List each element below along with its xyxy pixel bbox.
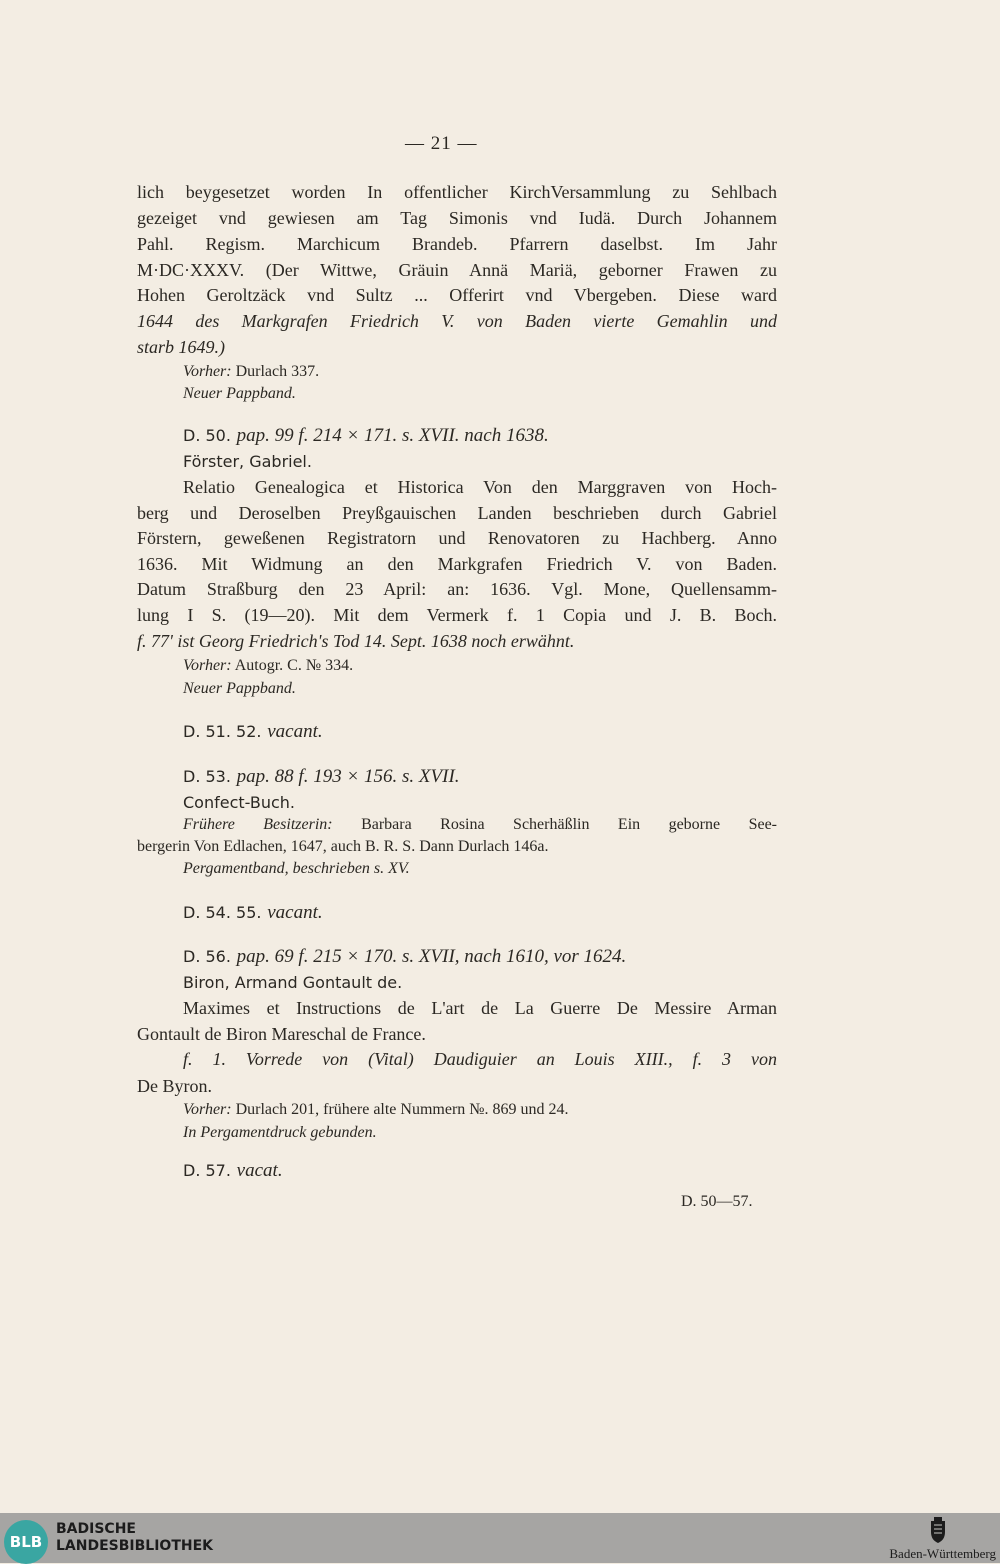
text-line: Gontault de Biron Mareschal de France. [137,1024,426,1044]
library-name-line1: BADISCHE [56,1521,136,1537]
text-line: Hohen Geroltzäck vnd Sultz ... Offerirt vnd Vbergeben. Diese ward [137,285,777,305]
entry-description: pap. 99 f. 214 × 171. s. XVII. nach 1638. [236,425,549,446]
provenance-value: Barbara Rosina Scherhäßlin Ein geborne See- [361,816,777,833]
entry-description: vacant. [267,902,323,923]
entry-author: Biron, Armand Gontault de. [183,973,403,992]
entry-number: D. 51. 52. [183,722,262,741]
entry-number: D. 57. [183,1161,231,1180]
provenance-label: Vorher: [183,657,232,674]
signature-range: D. 50—57. [681,1193,753,1210]
coat-of-arms-icon [928,1516,948,1544]
text-line: f. 77' ist Georg Friedrich's Tod 14. Sept. 1638 noch erwähnt. [137,631,575,651]
binding-note: Neuer Pappband. [183,385,296,402]
text-line: gezeiget vnd gewiesen am Tag Simonis vnd Iudä. Durch Johannem [137,208,777,228]
text-line: lung I S. (19—20). Mit dem Vermerk f. 1 Copia und J. B. Boch. [137,605,777,625]
text-line: Relatio Genealogica et Historica Von den Marggraven von Hoch- [183,477,777,497]
binding-note: In Pergamentdruck gebunden. [183,1124,377,1141]
text-line: starb 1649.) [137,337,226,357]
entry-description: pap. 69 f. 215 × 170. s. XVII, nach 1610, vor 1624. [236,946,627,967]
state-label: Baden-Württemberg [889,1546,996,1561]
binding-note: Neuer Pappband. [183,680,296,697]
entry-author: Förster, Gabriel. [183,452,312,471]
text-line: 1644 des Markgrafen Friedrich V. von Baden vierte Gemahlin und [137,311,777,331]
provenance-value: Durlach 201, frühere alte Nummern №. 869 und 24. [235,1101,569,1118]
provenance-line [183,815,777,835]
entry-description: vacant. [267,721,323,742]
provenance-value: Autogr. C. № 334. [234,657,354,674]
entry-number: D. 54. 55. [183,903,262,922]
page-number: — 21 — [405,133,478,154]
entry-author: Confect-Buch. [183,793,295,812]
entry-heading [183,721,323,743]
text-line: berg und Deroselben Preyßgauischen Landen beschrieben durch Gabriel [137,503,777,523]
text-line: Maximes et Instructions de L'art de La Guerre De Messire Arman [183,998,777,1018]
entry-description: vacat. [236,1160,283,1181]
provenance-line [183,362,777,382]
text-line: bergerin Von Edlachen, 1647, auch B. R. S. Dann Durlach 146a. [137,838,549,855]
provenance-line [183,656,777,676]
entry-heading [183,946,626,968]
provenance-label: Vorher: [183,363,232,380]
entry-heading [183,902,323,924]
binding-note: Pergamentband, beschrieben s. XV. [183,860,410,877]
text-line: lich beygesetzet worden In offentlicher KirchVersammlung zu Sehlbach [137,182,777,202]
library-footer [0,1513,1000,1563]
provenance-label: Vorher: [183,1101,232,1118]
entry-number: D. 56. [183,947,231,966]
entry-heading [183,425,549,447]
provenance-value: Durlach 337. [235,363,320,380]
text-line: De Byron. [137,1076,212,1096]
library-name-line2: LANDESBIBLIOTHEK [56,1538,214,1554]
provenance-label: Frühere Besitzerin: [183,816,333,833]
entry-description: pap. 88 f. 193 × 156. s. XVII. [236,766,460,787]
text-line: Pahl. Regism. Marchicum Brandeb. Pfarrern daselbst. Im Jahr [137,234,777,254]
provenance-line [183,1100,777,1120]
text-line: 1636. Mit Widmung an den Markgrafen Friedrich V. von Baden. [137,554,777,574]
text-line: Datum Straßburg den 23 April: an: 1636. Vgl. Mone, Quellensamm- [137,579,777,599]
text-line: M·DC·XXXV. (Der Wittwe, Gräuin Annä Mariä, geborner Frawen zu [137,260,777,280]
blb-logo[interactable]: BLB [4,1520,48,1564]
entry-number: D. 53. [183,767,231,786]
text-line: f. 1. Vorrede von (Vital) Daudiguier an Louis XIII., f. 3 von [183,1049,777,1069]
entry-heading [183,766,460,788]
entry-heading [183,1160,283,1182]
text-line: Förstern, geweßenen Registratorn und Renovatoren zu Hachberg. Anno [137,528,777,548]
entry-number: D. 50. [183,426,231,445]
library-name [56,1521,213,1555]
